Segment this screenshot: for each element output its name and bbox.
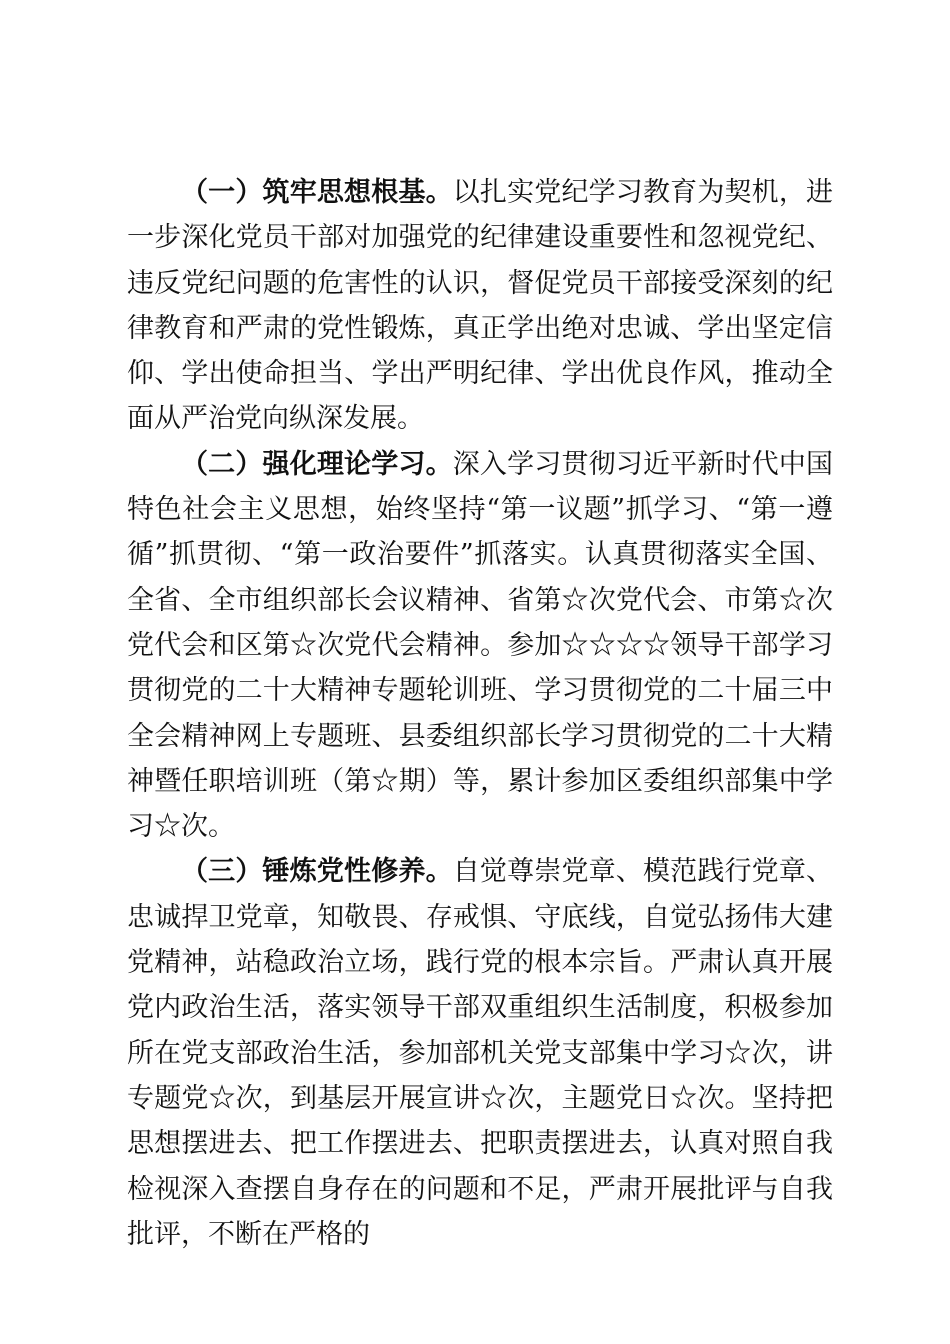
paragraph-2-heading: （二）强化理论学习。 xyxy=(181,448,453,480)
document-body xyxy=(127,170,833,1257)
paragraph-2-text: 深入学习贯彻习近平新时代中国特色社会主义思想，始终坚持“第一议题”抓学习、“第一遵循”抓贯彻、“第一政治要件”抓落实。认真贯彻落实全国、全省、全市组织部长会议精神、省第☆次党代会、市第☆次党代会和区第☆次党代会精神。参加☆☆☆☆领导干部学习贯彻党的二十大精神专题轮训班、学习贯彻党的二十届三中全会精神网上专题班、县委组织部长学习贯彻党的二十大精神暨任职培训班（第☆期）等，累计参加区委组织部集中学习☆次。 xyxy=(127,448,834,843)
paragraph-3-heading: （三）锤炼党性修养。 xyxy=(181,856,453,888)
paragraph-3 xyxy=(127,849,833,1257)
paragraph-1 xyxy=(127,170,833,442)
paragraph-2 xyxy=(127,442,833,850)
paragraph-1-heading: （一）筑牢思想根基。 xyxy=(181,177,453,208)
paragraph-1-text: 以扎实党纪学习教育为契机，进一步深化党员干部对加强党的纪律建设重要性和忽视党纪、违反党纪问题的危害性的认识，督促党员干部接受深刻的纪律教育和严肃的党性锻炼，真正学出绝对忠诚、学出坚定信仰、学出使命担当、学出严明纪律、学出优良作风，推动全面从严治党向纵深发展。 xyxy=(127,177,834,435)
paragraph-3-text: 自觉尊崇党章、模范践行党章、忠诚捍卫党章，知敬畏、存戒惧、守底线，自觉弘扬伟大建党精神，站稳政治立场，践行党的根本宗旨。严肃认真开展党内政治生活，落实领导干部双重组织生活制度，积极参加所在党支部政治生活，参加部机关党支部集中学习☆次，讲专题党☆次，到基层开展宣讲☆次，主题党日☆次。坚持把思想摆进去、把工作摆进去、把职责摆进去，认真对照自我检视深入查摆自身存在的问题和不足，严肃开展批评与自我批评，不断在严格的 xyxy=(127,856,834,1250)
